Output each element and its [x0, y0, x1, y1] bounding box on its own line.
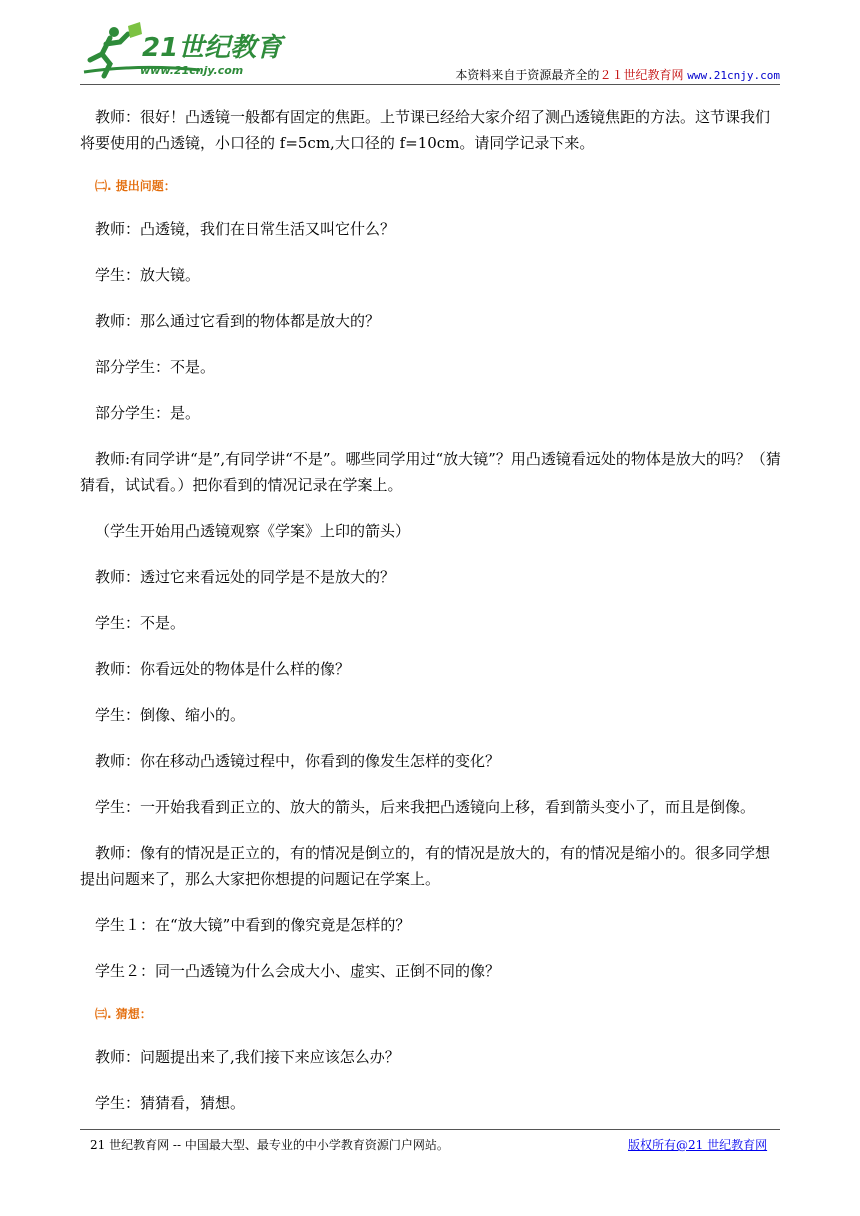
paragraph: 学生：放大镜。	[95, 266, 201, 284]
paragraph: 部分学生：是。	[95, 404, 201, 422]
section-heading: ㈡. 提出问题：	[95, 179, 176, 193]
paragraph: 学生：猜猜看，猜想。	[95, 1094, 246, 1112]
paragraph: 部分学生：不是。	[95, 358, 216, 376]
paragraph: 学生：一开始我看到正立的、放大的箭头，后来我把凸透镜向上移，看到箭头变小了，而且是倒像。	[95, 798, 756, 816]
paragraph: 教师：凸透镜，我们在日常生活又叫它什么？	[95, 220, 396, 238]
paragraph: 学生：不是。	[95, 614, 186, 632]
footer-site-description: 21 世纪教育网 -- 中国最大型、最专业的中小学教育资源门户网站。	[90, 1138, 449, 1152]
paragraph: 教师：很好！凸透镜一般都有固定的焦距。上节课已经给大家介绍了测凸透镜焦距的方法。这节课我们将要使用的凸透镜，小口径的 f=5cm,大口径的 f=10cm。请同学记录下来。	[80, 108, 771, 152]
header-source-note	[455, 66, 780, 83]
paragraph: 教师:有同学讲“是”,有同学讲“不是”。哪些同学用过“放大镜”？用凸透镜看远处的物体是放大的吗？（猜猜看，试试看。）把你看到的情况记录在学案上。	[80, 450, 781, 494]
header-note-prefix: 本资料来自于资源最齐全的	[455, 68, 600, 82]
paragraph: 教师：那么通过它看到的物体都是放大的？	[95, 312, 381, 330]
paragraph: 教师：像有的情况是正立的，有的情况是倒立的，有的情况是放大的，有的情况是缩小的。很多同学想提出问题来了，那么大家把你想提的问题记在学案上。	[80, 844, 771, 888]
section-heading: ㈢. 猜想：	[95, 1007, 152, 1021]
document-body	[80, 104, 782, 1116]
paragraph: （学生开始用凸透镜观察《学案》上印的箭头）	[95, 522, 411, 540]
paragraph: 学生：倒像、缩小的。	[95, 706, 246, 724]
header-site-name[interactable]: ２１世纪教育网	[599, 68, 684, 82]
paragraph: 教师：你在移动凸透镜过程中，你看到的像发生怎样的变化？	[95, 752, 501, 770]
paragraph: 学生１：在“放大镜”中看到的像究竟是怎样的？	[95, 916, 411, 934]
footer-copyright-link[interactable]: 版权所有@21 世纪教育网	[628, 1138, 768, 1152]
page-header	[80, 20, 780, 85]
header-site-url[interactable]: www.21cnjy.com	[687, 69, 780, 82]
logo-wordmark: 21世纪教育	[142, 33, 283, 63]
footer-divider	[80, 1129, 780, 1130]
paragraph: 教师：问题提出来了,我们接下来应该怎么办？	[95, 1048, 400, 1066]
logo-url: www.21cnjy.com	[140, 64, 244, 77]
logo-image	[80, 20, 290, 82]
paragraph: 教师：透过它来看远处的同学是不是放大的？	[95, 568, 396, 586]
paragraph: 学生２：同一凸透镜为什么会成大小、虚实、正倒不同的像？	[95, 962, 501, 980]
header-divider	[80, 84, 780, 85]
paragraph: 教师：你看远处的物体是什么样的像？	[95, 660, 351, 678]
